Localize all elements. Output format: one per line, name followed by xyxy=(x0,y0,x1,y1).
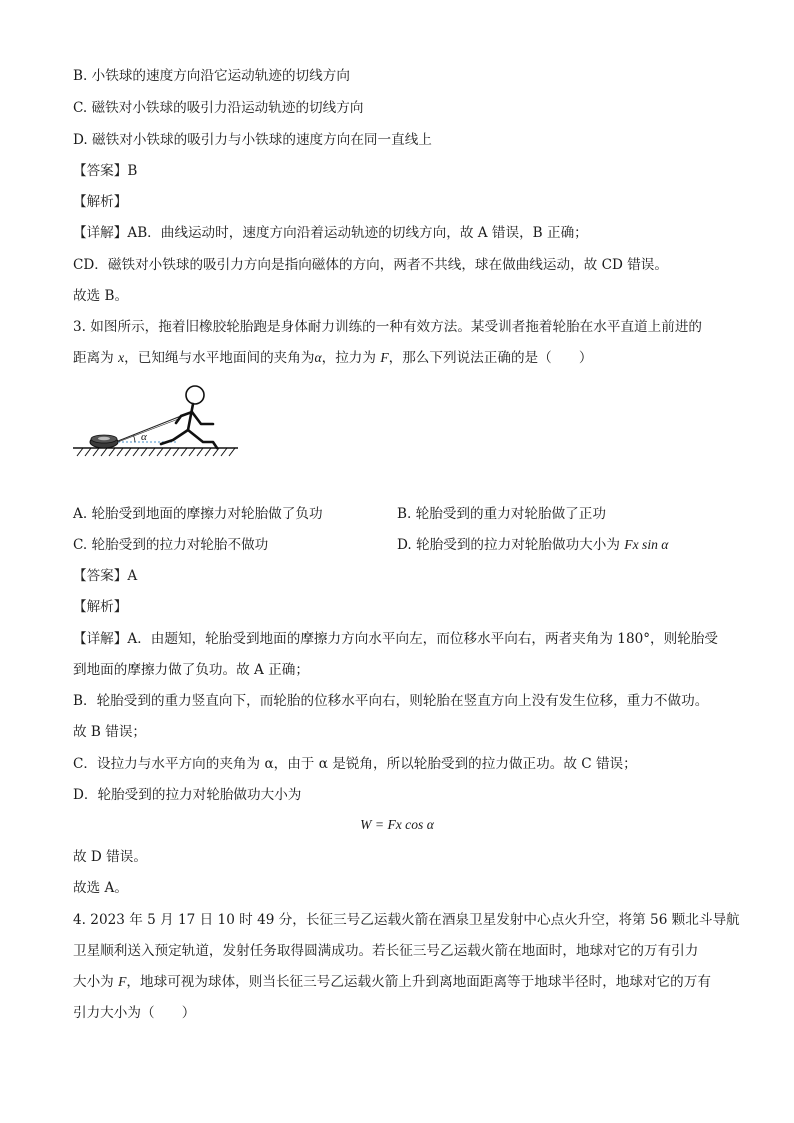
q3-detail-3: B．轮胎受到的重力竖直向下，而轮胎的位移水平向右，则轮胎在竖直方向上没有发生位移，重力不做功。 xyxy=(73,693,709,709)
q3-analysis-heading: 【解析】 xyxy=(73,599,128,615)
q3-stem-2c: ，拉力为 xyxy=(321,350,381,366)
q3-stem-line-2 xyxy=(73,349,593,367)
q3-detail-2: 到地面的摩擦力做了负功。故 A 正确； xyxy=(73,662,309,678)
q3-work-formula: W = Fx cos α xyxy=(360,817,434,832)
q3-detail-6: D．轮胎受到的拉力对轮胎做功大小为 xyxy=(73,787,302,803)
q4-stem-3b: ，地球可视为球体，则当长征三号乙运载火箭上升到离地面距离等于地球半径时，地球对它的万有 xyxy=(126,974,711,990)
q3-var-alpha: α xyxy=(314,350,322,365)
q3-stem-2d: ，那么下列说法正确的是（ ） xyxy=(388,350,593,366)
q3-option-d xyxy=(397,536,668,554)
q4-stem-line-3 xyxy=(73,973,711,991)
q3-conclusion: 故选 A。 xyxy=(73,880,128,896)
q3-detail-4: 故 B 错误； xyxy=(73,724,147,740)
angle-arc xyxy=(134,436,136,443)
tire xyxy=(90,435,118,448)
q3-stem-line-1: 3. 如图所示，拖着旧橡胶轮胎跑是身体耐力训练的一种有效方法。某受训者拖着轮胎在水平直道上前进的 xyxy=(73,319,703,335)
q3-detail-5: C．设拉力与水平方向的夹角为 α，由于 α 是锐角，所以轮胎受到的拉力做正功。故 C 错误； xyxy=(73,756,637,772)
q2-option-c: C. 磁铁对小铁球的吸引力沿运动轨迹的切线方向 xyxy=(73,100,364,116)
q3-detail-1: 【详解】A．由题知，轮胎受到地面的摩擦力方向水平向左，而位移水平向右，两者夹角为 180°，则轮胎受 xyxy=(73,631,719,647)
q3-option-d-text: D. 轮胎受到的拉力对轮胎做功大小为 xyxy=(397,537,625,553)
q2-option-d: D. 磁铁对小铁球的吸引力与小铁球的速度方向在同一直线上 xyxy=(73,132,432,148)
q3-option-d-formula: Fx sin α xyxy=(624,537,669,552)
q3-option-b: B. 轮胎受到的重力对轮胎做了正功 xyxy=(397,506,606,522)
q4-stem-line-4: 引力大小为（ ） xyxy=(73,1005,196,1021)
q3-var-f: F xyxy=(380,350,389,365)
q2-answer: 【答案】B xyxy=(73,163,138,179)
tire-drag-figure xyxy=(73,382,243,482)
q3-detail-7: 故 D 错误。 xyxy=(73,849,147,865)
q4-stem-3a: 大小为 xyxy=(73,974,119,990)
q3-stem-2b: ，已知绳与水平地面间的夹角为 xyxy=(124,350,315,366)
q3-option-a: A. 轮胎受到地面的摩擦力对轮胎做了负功 xyxy=(73,506,323,522)
q4-var-f: F xyxy=(118,974,127,989)
figure-alpha-label: α xyxy=(141,431,147,443)
q3-answer: 【答案】A xyxy=(73,568,138,584)
q4-stem-line-2: 卫星顺利送入预定轨道，发射任务取得圆满成功。若长征三号乙运载火箭在地面时，地球对它的万有引力 xyxy=(73,943,699,959)
q2-analysis-heading: 【解析】 xyxy=(73,194,128,210)
ground-hatching xyxy=(77,448,235,456)
q2-option-b: B. 小铁球的速度方向沿它运动轨迹的切线方向 xyxy=(73,68,350,84)
rope xyxy=(118,416,181,441)
q2-conclusion: 故选 B。 xyxy=(73,288,129,304)
q3-stem-2a: 距离为 xyxy=(73,350,119,366)
q4-stem-line-1: 4. 2023 年 5 月 17 日 10 时 49 分，长征三号乙运载火箭在酒泉卫星发射中心点火升空，将第 56 颗北斗导航 xyxy=(73,912,740,928)
q2-detail-1: 【详解】AB．曲线运动时，速度方向沿着运动轨迹的切线方向，故 A 错误，B 正确； xyxy=(73,225,588,241)
q2-detail-2: CD．磁铁对小铁球的吸引力方向是指向磁体的方向，两者不共线，球在做曲线运动，故 CD 错误。 xyxy=(73,257,668,273)
stick-person xyxy=(161,386,217,448)
q3-var-x: x xyxy=(118,350,125,365)
q3-option-c: C. 轮胎受到的拉力对轮胎不做功 xyxy=(73,537,269,553)
